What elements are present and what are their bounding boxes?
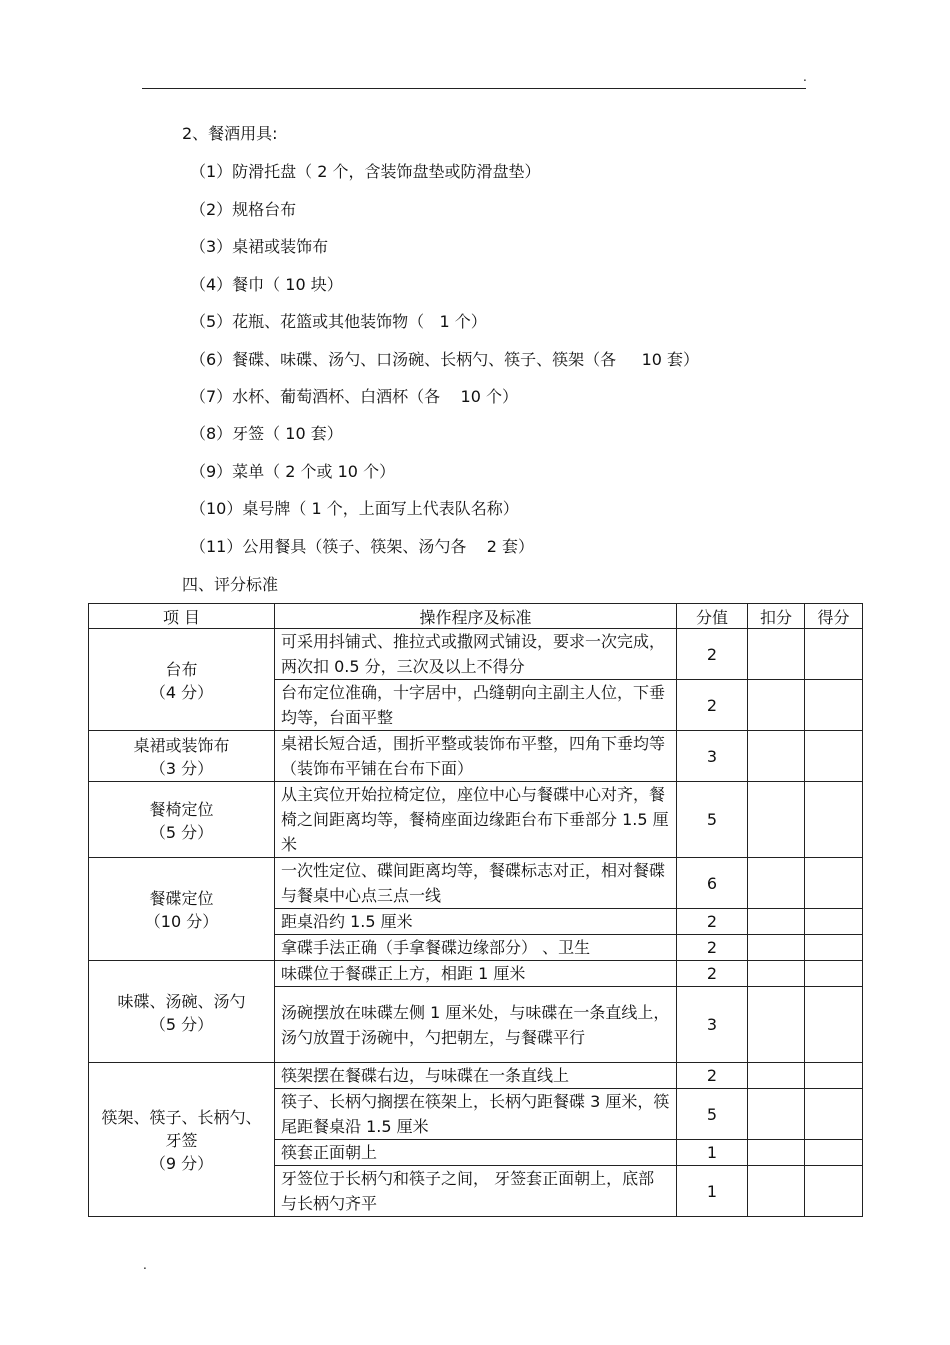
list-item: （2）规格台布 — [190, 200, 297, 219]
item-cell: 餐碟定位 （10 分） — [89, 858, 275, 961]
list-item: （7）水杯、葡萄酒杯、白酒杯（各 10 个） — [190, 387, 518, 406]
deduction-cell — [748, 1063, 805, 1089]
score-cell: 2 — [677, 935, 748, 961]
list-item: （6）餐碟、味碟、汤勺、口汤碗、长柄勺、筷子、筷架（各 10 套） — [190, 350, 700, 369]
item-cell: 台布 （4 分） — [89, 629, 275, 731]
score-cell: 3 — [677, 731, 748, 782]
table-row — [89, 629, 863, 680]
standard-cell: 拿碟手法正确（手拿餐碟边缘部分） 、卫生 — [275, 935, 677, 961]
result-cell — [805, 1166, 863, 1217]
item-cell: 筷架、筷子、长柄勺、牙签 （9 分） — [89, 1063, 275, 1217]
scoring-table — [88, 603, 863, 1217]
result-cell — [805, 961, 863, 987]
score-cell: 2 — [677, 680, 748, 731]
table-row — [89, 858, 863, 909]
section-title-scoring: 四、评分标准 — [182, 575, 279, 594]
standard-cell: 桌裙长短合适，围折平整或装饰布平整，四角下垂均等（装饰布平铺在台布下面） — [275, 731, 677, 782]
deduction-cell — [748, 782, 805, 858]
standard-cell: 筷架摆在餐碟右边，与味碟在一条直线上 — [275, 1063, 677, 1089]
standard-cell: 汤碗摆放在味碟左侧 1 厘米处，与味碟在一条直线上，汤勺放置于汤碗中，勺把朝左，与餐碟平行 — [275, 987, 677, 1063]
list-item: （3）桌裙或装饰布 — [190, 237, 329, 256]
item-cell: 桌裙或装饰布 （3 分） — [89, 731, 275, 782]
deduction-cell — [748, 680, 805, 731]
score-cell: 2 — [677, 629, 748, 680]
list-item: （1）防滑托盘（ 2 个，含装饰盘垫或防滑盘垫） — [190, 162, 541, 181]
standard-cell: 筷套正面朝上 — [275, 1140, 677, 1166]
result-cell — [805, 909, 863, 935]
result-cell — [805, 935, 863, 961]
standard-cell: 牙签位于长柄勺和筷子之间， 牙签套正面朝上，底部与长柄勺齐平 — [275, 1166, 677, 1217]
deduction-cell — [748, 629, 805, 680]
list-item: （10）桌号牌（ 1 个，上面写上代表队名称） — [190, 499, 519, 518]
header-standard: 操作程序及标准 — [275, 604, 677, 629]
standard-cell: 筷子、长柄勺搁摆在筷架上，长柄勺距餐碟 3 厘米，筷尾距餐桌沿 1.5 厘米 — [275, 1089, 677, 1140]
deduction-cell — [748, 909, 805, 935]
score-cell: 2 — [677, 961, 748, 987]
table-row — [89, 731, 863, 782]
score-cell: 1 — [677, 1140, 748, 1166]
item-cell: 餐椅定位 （5 分） — [89, 782, 275, 858]
table-row — [89, 782, 863, 858]
list-item: （9）菜单（ 2 个或 10 个） — [190, 462, 396, 481]
standard-cell: 味碟位于餐碟正上方，相距 1 厘米 — [275, 961, 677, 987]
standard-cell: 从主宾位开始拉椅定位，座位中心与餐碟中心对齐，餐椅之间距离均等，餐椅座面边缘距台布下垂部分 1.5 厘米 — [275, 782, 677, 858]
header-result: 得分 — [805, 604, 863, 629]
table-row — [89, 961, 863, 987]
deduction-cell — [748, 961, 805, 987]
result-cell — [805, 680, 863, 731]
result-cell — [805, 782, 863, 858]
result-cell — [805, 1063, 863, 1089]
deduction-cell — [748, 731, 805, 782]
result-cell — [805, 731, 863, 782]
score-cell: 5 — [677, 1089, 748, 1140]
result-cell — [805, 1140, 863, 1166]
score-cell: 2 — [677, 1063, 748, 1089]
list-item: （5）花瓶、花篮或其他装饰物（ 1 个） — [190, 312, 487, 331]
standard-cell: 一次性定位、碟间距离均等，餐碟标志对正，相对餐碟与餐桌中心点三点一线 — [275, 858, 677, 909]
score-cell: 5 — [677, 782, 748, 858]
deduction-cell — [748, 987, 805, 1063]
header-item: 项 目 — [89, 604, 275, 629]
header-deduction: 扣分 — [748, 604, 805, 629]
result-cell — [805, 987, 863, 1063]
score-cell: 1 — [677, 1166, 748, 1217]
section-title-tableware: 2、餐酒用具: — [182, 124, 278, 143]
header-score: 分值 — [677, 604, 748, 629]
list-item: （11）公用餐具（筷子、筷架、汤勺各 2 套） — [190, 537, 534, 556]
deduction-cell — [748, 1166, 805, 1217]
header-rule — [142, 88, 806, 89]
result-cell — [805, 629, 863, 680]
deduction-cell — [748, 1089, 805, 1140]
deduction-cell — [748, 858, 805, 909]
score-cell: 6 — [677, 858, 748, 909]
standard-cell: 台布定位准确，十字居中，凸缝朝向主副主人位，下垂均等，台面平整 — [275, 680, 677, 731]
table-row — [89, 1063, 863, 1089]
list-item: （8）牙签（ 10 套） — [190, 424, 343, 443]
item-cell: 味碟、汤碗、汤勺 （5 分） — [89, 961, 275, 1063]
standard-cell: 可采用抖铺式、推拉式或撒网式铺设，要求一次完成，两次扣 0.5 分，三次及以上不得分 — [275, 629, 677, 680]
score-cell: 3 — [677, 987, 748, 1063]
footer-dot: . — [143, 1258, 147, 1272]
list-item: （4）餐巾（ 10 块） — [190, 275, 343, 294]
deduction-cell — [748, 935, 805, 961]
deduction-cell — [748, 1140, 805, 1166]
header-dot: . — [803, 70, 807, 84]
score-cell: 2 — [677, 909, 748, 935]
standard-cell: 距桌沿约 1.5 厘米 — [275, 909, 677, 935]
result-cell — [805, 1089, 863, 1140]
table-header-row — [89, 604, 863, 629]
result-cell — [805, 858, 863, 909]
